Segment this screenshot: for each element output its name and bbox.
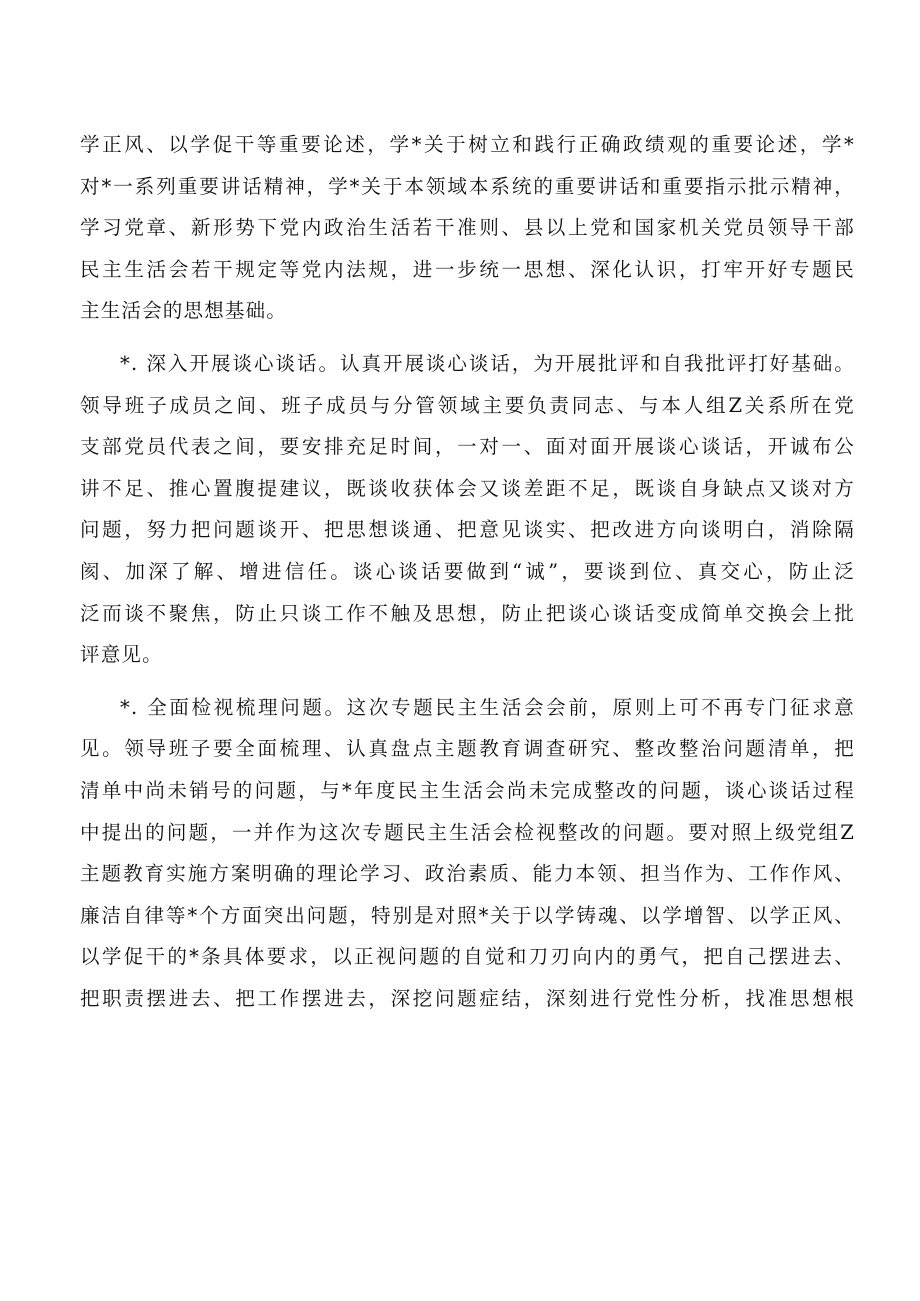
paragraph-3 — [80, 687, 855, 1020]
text-line: 清单中尚未销号的问题，与*年度民主生活会尚未完成整改的问题，谈心谈话过程 — [80, 778, 855, 802]
text-line: 评意见。 — [80, 643, 163, 667]
text-line: 问题，努力把问题谈开、把思想谈通、把意见谈实、把改进方向谈明白，消除隔 — [80, 518, 855, 542]
text-line: *. 全面检视梳理问题。这次专题民主生活会会前，原则上可不再专门征求意 — [120, 695, 855, 719]
text-line: 民主生活会若干规定等党内法规，进一步统一思想、深化认识，打牢开好专题民 — [80, 257, 855, 281]
text-line: 讲不足、推心置腹提建议，既谈收获体会又谈差距不足，既谈自身缺点又谈对方 — [80, 476, 855, 500]
text-line: 中提出的问题，一并作为这次专题民主生活会检视整改的问题。要对照上级党组Z — [80, 820, 855, 844]
text-line: 廉洁自律等*个方面突出问题，特别是对照*关于以学铸魂、以学增智、以学正风、 — [80, 903, 855, 927]
paragraph-1 — [80, 124, 855, 332]
text-line: 支部党员代表之间，要安排充足时间，一对一、面对面开展谈心谈话，开诚布公 — [80, 435, 855, 459]
text-line: 把职责摆进去、把工作摆进去，深挖问题症结，深刻进行党性分析，找准思想根 — [80, 986, 855, 1010]
paragraph-2 — [80, 343, 855, 676]
text-line: 领导班子成员之间、班子成员与分管领域主要负责同志、与本人组Z关系所在党 — [80, 393, 855, 417]
text-line: 以学促干的*条具体要求，以正视问题的自觉和刀刃向内的勇气，把自己摆进去、 — [80, 945, 855, 969]
text-line: 学正风、以学促干等重要论述，学*关于树立和践行正确政绩观的重要论述，学* — [80, 133, 855, 156]
text-line: 见。领导班子要全面梳理、认真盘点主题教育调查研究、整改整治问题清单，把 — [80, 737, 855, 761]
text-line: 泛而谈不聚焦，防止只谈工作不触及思想，防止把谈心谈话变成简单交换会上批 — [80, 601, 855, 625]
text-line: *. 深入开展谈心谈话。认真开展谈心谈话，为开展批评和自我批评打好基础。 — [120, 351, 855, 375]
text-line: 主生活会的思想基础。 — [80, 299, 288, 323]
text-line: 学习党章、新形势下党内政治生活若干准则、县以上党和国家机关党员领导干部 — [80, 216, 855, 240]
text-line: 主题教育实施方案明确的理论学习、政治素质、能力本领、担当作为、工作作风、 — [80, 862, 855, 886]
document-body — [80, 124, 855, 1019]
text-line: 对*一系列重要讲话精神，学*关于本领域本系统的重要讲话和重要指示批示精神， — [80, 174, 855, 198]
text-line: 阂、加深了解、增进信任。谈心谈话要做到“诚”，要谈到位、真交心，防止泛 — [80, 559, 855, 583]
